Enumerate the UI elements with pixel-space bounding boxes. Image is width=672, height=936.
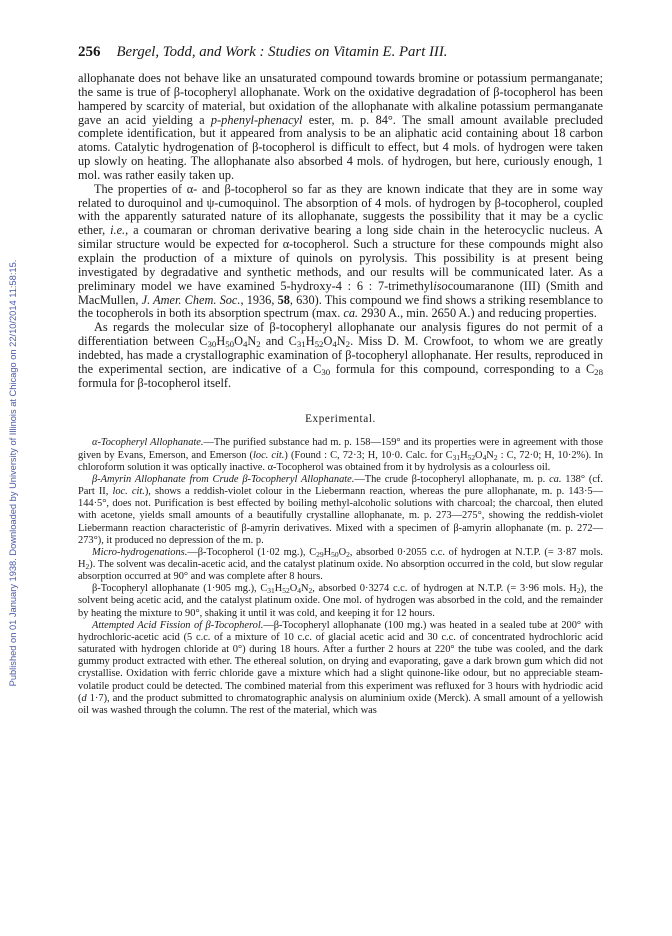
section-heading: Experimental. [305, 413, 376, 426]
page-number: 256 [78, 44, 101, 60]
discussion-text [78, 72, 603, 390]
running-head: Bergel, Todd, and Work : Studies on Vitamin E. Part III. [116, 44, 448, 60]
paragraph-amyrin-allophanate: β-Amyrin Allophanate from Crude β-Tocopheryl Allophanate.—The crude β-tocopheryl allophanate, m. p. ca. 138° (cf. Part II, loc. cit.), shows a reddish-violet colour in the Liebermann reaction, whereas the pure allophanate, m. p. 143·5—144·5°, does not. Purification is best effected by boiling methyl-alcoholic solutions with charcoal; the charcoal, then eluted with acetone, yields small amounts of a beautifully crystalline allophanate, m. p. 273—275°, showing the reddish-violet Liebermann reaction characteristic of β-amyrin derivatives. Mixed with a specimen of β-amyrin allophanate (m. p. 272—273°), it produced no depression of the m. p. [78, 473, 603, 546]
paragraph-alpha-allophanate: α-Tocopheryl Allophanate.—The purified substance had m. p. 158—159° and its properties were in agreement with those given by Evans, Emerson, and Emerson (loc. cit.) (Found : C, 72·3; H, 10·0. Calc. for $C_{31}H_{52}O_4N_2$ : C, 72·0; H, 10·2%). In chloroform solution it was optically inactive. α-Tocopherol was obtained from it by hydrolysis as a colourless oil. [78, 437, 604, 473]
publication-sidebar [0, 0, 26, 936]
paragraph-acid-fission: Attempted Acid Fission of β-Tocopherol.—β-Tocopheryl allophanate (100 mg.) was heated in a sealed tube at 200° with hydrochloric-acetic acid (5 c.c. of a mixture of 10 c.c. of glacial acetic acid and 30 c.c. of concentrated hydrochloric acid saturated with hydrogen chloride at 0°) during 18 hours. After a further 2 hours at 220° the tube was cooled, and the dark gummy product extracted with ether. The ethereal solution, on drying and evaporating, gave a dark brown gum which did not crystallise. Oxidation with ferric chloride gave a mixture which had a slight quinone-like odour, but no appreciable steam-volatile product could be detected. The combined material from this experiment was refluxed for 3 hours with hydriodic acid (d 1·7), and the product submitted to chromatographic analysis on aluminium oxide (Merck). A small amount of a yellowish oil was washed through the column. The rest of the material, which was [78, 619, 604, 716]
page-header [78, 44, 603, 68]
paragraph-beta-allophanate-hydrogenation: β-Tocopheryl allophanate (1·905 mg.), $C_{31}H_{52}O_4N_2$, absorbed 0·3274 c.c. of hydrogen at N.T.P. (= 3·96 mols. $H_2$), the solvent being acetic acid, and the catalyst platinum oxide. One mol. of hydrogen was absorbed in the cold, and the remainder by heating the mixture to 90°, shaking it until it was cold, and keeping it for 12 hours. [78, 583, 603, 619]
download-notice: Published on 01 January 1938. Downloaded by University of Illinois at Chicago on 22/10/2014 11:58:15. [8, 259, 18, 687]
paragraph-micro-hydrogenations: Micro-hydrogenations.—β-Tocopherol (1·02 mg.), $C_{29}H_{50}O_2$, absorbed 0·2055 c.c. of hydrogen at N.T.P. (= 3·87 mols. $H_2$). The solvent was decalin-acetic acid, and the catalyst platinum oxide. No absorption occurred in the cold, but slow regular absorption occurred at 90° and was complete after 8 hours. [78, 546, 603, 583]
paragraph-structure: The properties of α- and β-tocopherol so far as they are known indicate that they are in some way related to duroquinol and ψ-cumoquinol. The absorption of 4 mols. of hydrogen by β-tocopherol, coupled with the apparently saturated nature of its allophanate, suggests the possibility that it may be a cyclic ether, i.e., a coumaran or chroman derivative bearing a long side chain in the heterocyclic nucleus. A similar structure would be expected for α-tocopherol. Such a structure for these compounds might also explain the production of a mixture of quinols on pyrolysis. This possibility is at present being investigated by degradative and synthetic methods, and our results will be communicated later. As a preliminary model we have examined 5-hydroxy-4 : 6 : 7-trimethylisocoumaranone (III) (Smith and MacMullen, J. Amer. Chem. Soc., 1936, 58, 630). This compound we find shows a striking resemblance to the tocopherols in both its absorption spectrum (max. ca. 2930 A., min. 2650 A.) and reducing properties. [78, 181, 603, 321]
paragraph-oxidation: allophanate does not behave like an unsaturated compound towards bromine or potassium permanganate; the same is true of β-tocopheryl allophanate. Work on the oxidative degradation of β-tocopherol has been hampered by scarcity of material, but oxidation of the allophanate with alkaline potassium permanganate gave an acid yielding a p-phenyl-phenacyl ester, m. p. 84°. The small amount available precluded complete identification, but it appeared from analysis to be an aliphatic acid containing about 18 carbon atoms. Catalytic hydrogenation of β-tocopherol is difficult to effect, but 4 mols. of hydrogen were taken up slowly on heating. The allophanate also absorbed 4 mols. of hydrogen, but here, curiously enough, 1 mol. was rather easily taken up. [78, 71, 603, 182]
paragraph-molecular-size: As regards the molecular size of β-tocopheryl allophanate our analysis figures do not permit of a differentiation between $C_{30}H_{50}O_4N_2$ and $C_{31}H_{52}O_4N_2$. Miss D. M. Crowfoot, to whom we are greatly indebted, has made a crystallographic examination of β-tocopheryl allophanate. Her results, reproduced in the experimental section, are indicative of a $C_{30}$ formula for this compound, corresponding to a $C_{28}$ formula for β-tocopherol itself. [78, 320, 603, 390]
experimental-text [78, 437, 603, 717]
journal-page [78, 44, 603, 717]
